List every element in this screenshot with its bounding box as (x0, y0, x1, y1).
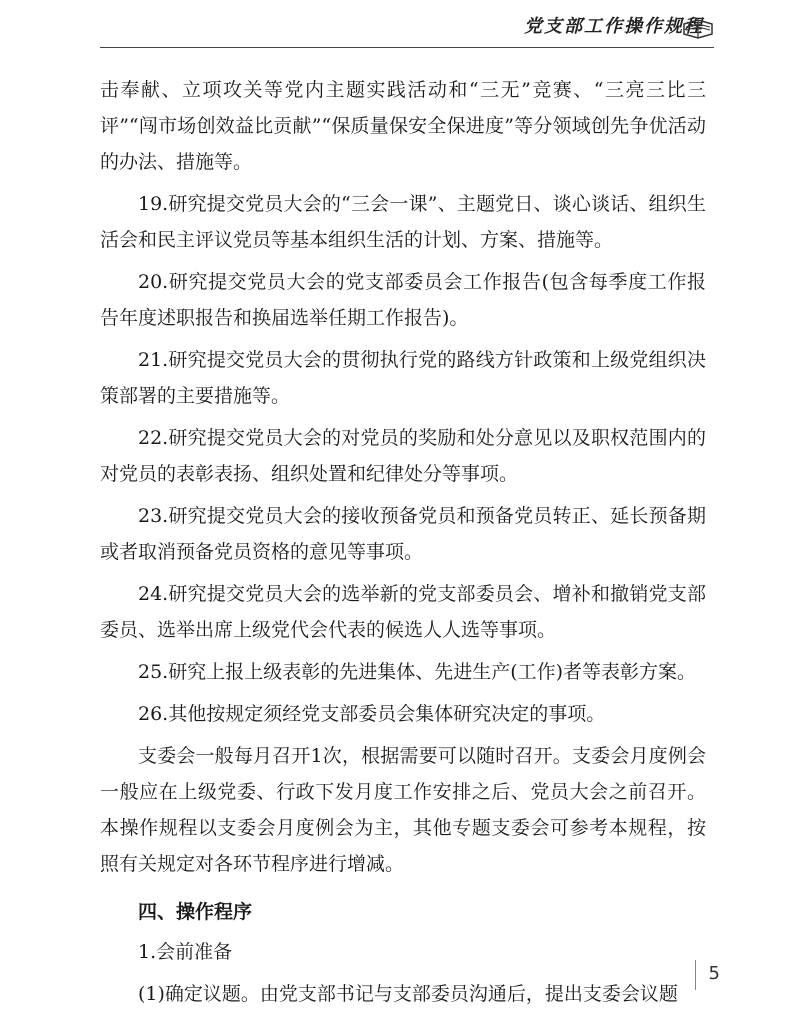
paragraph-item-22: 22.研究提交党员大会的对党员的奖励和处分意见以及职权范围内的对党员的表彰表扬、组织处置和纪律处分等事项。 (100, 427, 706, 485)
subsection-heading: 1.会前准备 (138, 941, 233, 963)
paragraph-confirm-topics: (1)确定议题。由党支部书记与支部委员沟通后，提出支委会议题 (138, 983, 678, 1005)
paragraph-continued: 击奉献、立项攻关等党内主题实践活动和“三无”竞赛、“三亮三比三评”“闯市场创效益比贡献”“保质量保安全保进度”等分领域创先争优活动的办法、措施等。 (100, 79, 706, 173)
header-title: 党支部工作操作规程 (524, 16, 704, 37)
paragraph-item-24: 24.研究提交党员大会的选举新的党支部委员会、增补和撤销党支部委员、选举出席上级党代会代表的候选人人选等事项。 (100, 583, 706, 641)
paragraph-meeting-frequency: 支委会一般每月召开1次，根据需要可以随时召开。支委会月度例会一般应在上级党委、行政下发月度工作安排之后、党员大会之前召开。本操作规程以支委会月度例会为主，其他专题支委会可参考本规程，按照有关规定对各环节程序进行增减。 (100, 745, 706, 875)
page-number: 5 (708, 963, 720, 984)
running-header (0, 0, 800, 50)
paragraph-item-20: 20.研究提交党员大会的党支部委员会工作报告(包含每季度工作报告年度述职报告和换届选举任期工作报告)。 (100, 271, 706, 329)
paragraph-item-25: 25.研究上报上级表彰的先进集体、先进生产(工作)者等表彰方案。 (138, 661, 697, 683)
page-body (100, 72, 706, 1012)
page-number-divider (695, 960, 696, 990)
section-heading: 四、操作程序 (138, 901, 253, 923)
paragraph-item-26: 26.其他按规定须经党支部委员会集体研究决定的事项。 (138, 703, 606, 725)
header-rule (100, 47, 714, 48)
paragraph-item-21: 21.研究提交党员大会的贯彻执行党的路线方针政策和上级党组织决策部署的主要措施等。 (100, 349, 706, 407)
book-icon (682, 16, 714, 40)
paragraph-item-23: 23.研究提交党员大会的接收预备党员和预备党员转正、延长预备期或者取消预备党员资格的意见等事项。 (100, 505, 706, 563)
paragraph-item-19: 19.研究提交党员大会的“三会一课”、主题党日、谈心谈话、组织生活会和民主评议党员等基本组织生活的计划、方案、措施等。 (100, 193, 706, 251)
